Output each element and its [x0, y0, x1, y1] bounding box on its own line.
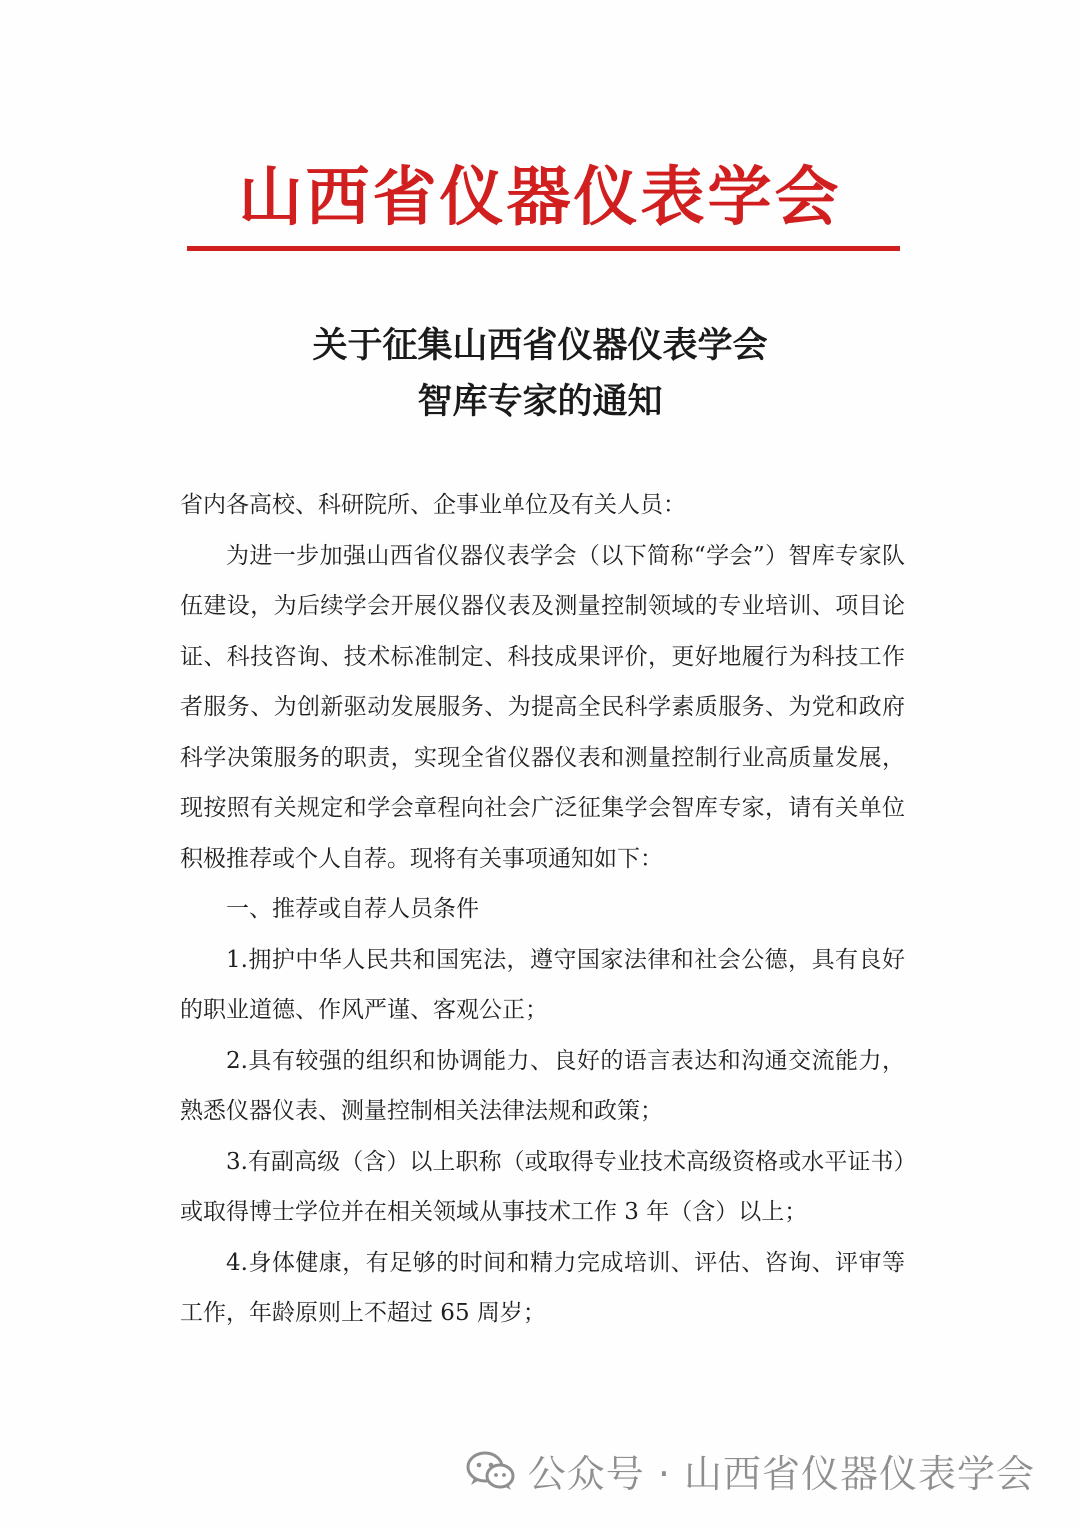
document-title: [0, 318, 1080, 430]
section-heading: 一、推荐或自荐人员条件: [226, 896, 479, 922]
condition-item: 4.身体健康，有足够的时间和精力完成培训、评估、咨询、评审等工作，年龄原则上不超过 65 周岁；: [180, 1249, 905, 1326]
document-body: [180, 480, 905, 1339]
red-divider-line: [187, 246, 900, 251]
watermark-text: 公众号 · 山西省仪器仪表学会: [527, 1452, 1035, 1496]
intro-paragraph: 为进一步加强山西省仪器仪表学会（以下简称“学会”）智库专家队伍建设，为后续学会开展仪器仪表及测量控制领域的专业培训、项目论证、科技咨询、技术标准制定、科技成果评价，更好地履行为科技工作者服务、为创新驱动发展服务、为提高全民科学素质服务、为党和政府科学决策服务的职责，实现全省仪器仪表和测量控制行业高质量发展，现按照有关规定和学会章程向社会广泛征集学会智库专家，请有关单位积极推荐或个人自荐。现将有关事项通知如下：: [180, 542, 905, 872]
wechat-watermark: [466, 1443, 1035, 1498]
condition-item: 1.拥护中华人民共和国宪法，遵守国家法律和社会公德，具有良好的职业道德、作风严谨、客观公正；: [180, 946, 905, 1023]
condition-item: 2.具有较强的组织和协调能力、良好的语言表达和沟通交流能力，熟悉仪器仪表、测量控制相关法律法规和政策；: [180, 1047, 905, 1124]
document-title-line2: 智库专家的通知: [417, 382, 663, 422]
document-title-line1: 关于征集山西省仪器仪表学会: [312, 326, 768, 366]
organization-header: 山西省仪器仪表学会: [238, 161, 842, 235]
wechat-icon: [466, 1450, 516, 1492]
condition-item: 3.有副高级（含）以上职称（或取得专业技术高级资格或水平证书）或取得博士学位并在相关领域从事技术工作 3 年（含）以上；: [180, 1148, 905, 1225]
salutation: 省内各高校、科研院所、企事业单位及有关人员：: [180, 492, 686, 518]
